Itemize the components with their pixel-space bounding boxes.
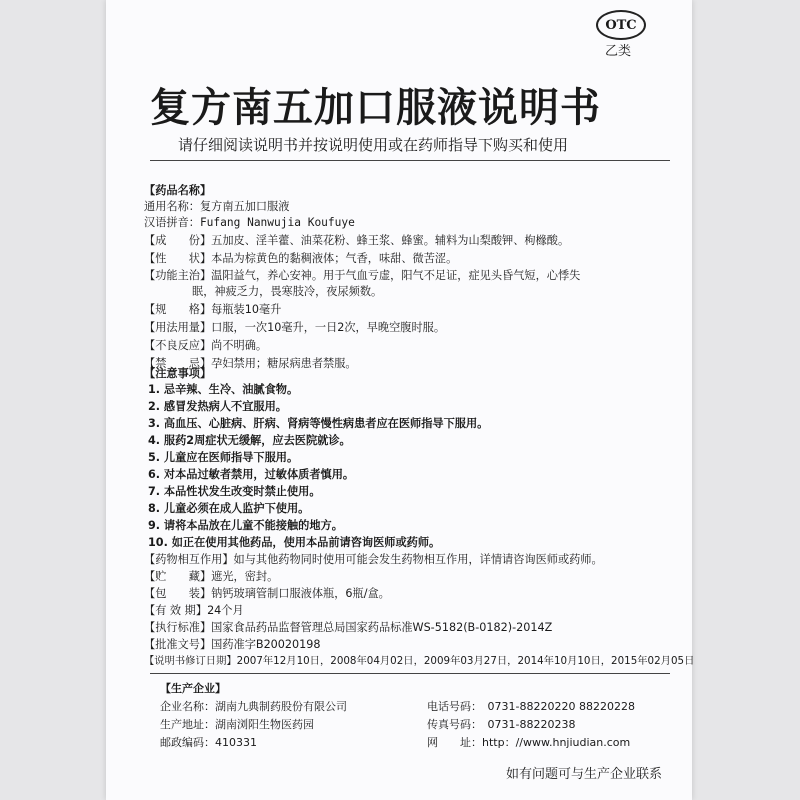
- function-label: 【功能主治】: [144, 269, 212, 282]
- usage-row: [144, 320, 445, 335]
- document-title: 复方南五加口服液说明书: [150, 85, 601, 131]
- contra-value: 孕妇禁用；糖尿病患者禁服。: [211, 357, 357, 370]
- usage-label: 【用法用量】: [144, 321, 212, 334]
- generic-name: 通用名称：复方南五加口服液: [144, 200, 290, 213]
- adverse-row: [144, 338, 267, 353]
- package-label: 【包 装】: [144, 587, 212, 600]
- manufacturer-phone: 电话号码： 0731-88220220 88220228: [427, 700, 635, 713]
- ingredients-label: 【成 份】: [144, 234, 212, 247]
- contra-label: 【禁 忌】: [144, 357, 212, 370]
- validity-value: 24个月: [207, 604, 244, 617]
- approval-label: 【批准文号】: [144, 638, 212, 651]
- package-row: [144, 586, 390, 601]
- manufacturer-company: 企业名称：湖南九典制药股份有限公司: [160, 700, 347, 713]
- character-row: [144, 251, 457, 266]
- storage-value: 遮光，密封。: [211, 570, 279, 583]
- manufacturer-website: 网 址：http：//www.hnjiudian.com: [427, 736, 631, 749]
- storage-row: [144, 569, 278, 584]
- validity-row: [144, 603, 244, 618]
- note-item: 5. 儿童应在医师指导下服用。: [148, 451, 299, 464]
- note-item: 7. 本品性状发生改变时禁止使用。: [148, 485, 321, 498]
- revision-value: 2007年12月10日，2008年04月02日，2009年03月27日，2014年10月10日，2015年02月05日: [236, 655, 695, 667]
- storage-label: 【贮 藏】: [144, 570, 212, 583]
- validity-label: 【有 效 期】: [144, 604, 208, 617]
- character-label: 【性 状】: [144, 252, 212, 265]
- otc-class-label: 乙类: [605, 44, 632, 59]
- section-notes: 【注意事项】: [144, 367, 212, 380]
- manufacturer-header: 【生产企业】: [160, 682, 226, 695]
- standard-row: [144, 620, 552, 635]
- interaction-label: 【药物相互作用】: [144, 553, 234, 566]
- section-drug-name: 【药品名称】: [144, 184, 212, 197]
- spec-label: 【规 格】: [144, 303, 212, 316]
- ingredients-value: 五加皮、淫羊藿、油菜花粉、蜂王浆、蜂蜜。辅料为山梨酸钾、枸橼酸。: [211, 234, 570, 247]
- manufacturer-address: 生产地址：湖南浏阳生物医药园: [160, 718, 314, 731]
- manufacturer-postcode: 邮政编码：410331: [160, 736, 257, 749]
- note-item: 9. 请将本品放在儿童不能接触的地方。: [148, 519, 343, 532]
- adverse-value: 尚不明确。: [211, 339, 268, 352]
- standard-value: 国家食品药品监督管理总局国家药品标准WS-5182(B-0182)-2014Z: [211, 621, 553, 634]
- spec-row: [144, 302, 281, 317]
- standard-label: 【执行标准】: [144, 621, 212, 634]
- revision-label: 【说明书修订日期】: [144, 655, 237, 667]
- character-value: 本品为棕黄色的黏稠液体；气香，味甜、微苦涩。: [211, 252, 458, 265]
- note-item: 1. 忌辛辣、生冷、油腻食物。: [148, 383, 299, 396]
- usage-value: 口服，一次10毫升，一日2次，早晚空腹时服。: [211, 321, 446, 334]
- function-row: [144, 268, 580, 283]
- function-value: 温阳益气，养心安神。用于气血亏虚，阳气不足证，症见头昏气短，心悸失: [211, 269, 581, 282]
- revision-row: [144, 654, 694, 669]
- note-item: 6. 对本品过敏者禁用，过敏体质者慎用。: [148, 468, 355, 481]
- package-value: 钠钙玻璃管制口服液体瓶，6瓶/盒。: [211, 587, 390, 600]
- divider-bottom: [150, 673, 670, 674]
- otc-badge: OTC: [596, 10, 646, 40]
- adverse-label: 【不良反应】: [144, 339, 212, 352]
- note-item: 10. 如正在使用其他药品，使用本品前请咨询医师或药师。: [148, 536, 441, 549]
- approval-row: [144, 637, 321, 652]
- manufacturer-fax: 传真号码： 0731-88220238: [427, 718, 576, 731]
- note-item: 2. 感冒发热病人不宜服用。: [148, 400, 287, 413]
- function-value-cont: 眠，神疲乏力，畏寒肢冷，夜尿频数。: [192, 285, 383, 298]
- footer-contact-note: 如有问题可与生产企业联系: [506, 767, 663, 782]
- interaction-value: 如与其他药物同时使用可能会发生药物相互作用，详情请咨询医师或药师。: [233, 553, 603, 566]
- interaction-row: [144, 552, 603, 567]
- note-item: 4. 服药2周症状无缓解，应去医院就诊。: [148, 434, 351, 447]
- note-item: 8. 儿童必须在成人监护下使用。: [148, 502, 310, 515]
- ingredients-row: [144, 233, 569, 248]
- approval-value: 国药准字B20020198: [211, 638, 321, 651]
- document-subtitle: 请仔细阅读说明书并按说明使用或在药师指导下购买和使用: [178, 136, 569, 154]
- spec-value: 每瓶装10毫升: [211, 303, 282, 316]
- note-item: 3. 高血压、心脏病、肝病、肾病等慢性病患者应在医师指导下服用。: [148, 417, 489, 430]
- pinyin-name: 汉语拼音：Fufang Nanwujia Koufuye: [144, 216, 355, 229]
- divider-top: [150, 160, 670, 161]
